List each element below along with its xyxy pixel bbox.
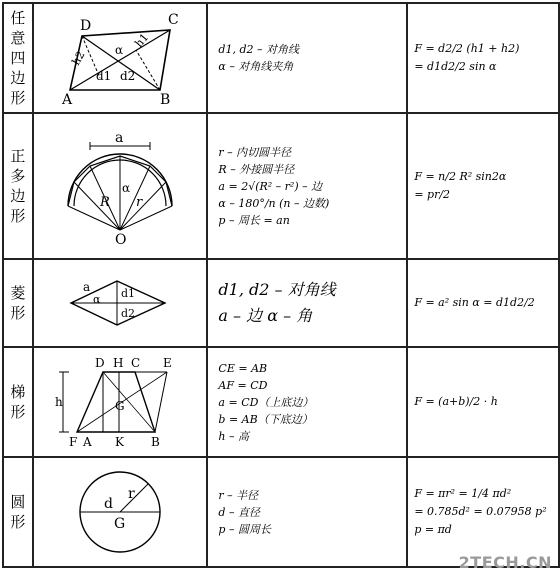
label-F: F [69,435,78,449]
formula-line: p = πd [414,523,452,536]
label-A: A [62,92,73,108]
figure-cell [33,3,208,113]
shape-name-cell [3,347,33,457]
desc-line: a – 边 α – 角 [218,306,313,325]
formula-line: F = d2/2 (h1 + h2) [414,42,520,55]
label-alpha: α [122,181,131,195]
label-B: B [160,92,171,108]
label-h: h [55,395,63,409]
formula-line: F = (a+b)/2 · h [414,395,498,408]
formula-line: = 0.785d² = 0.07958 p² [414,505,547,518]
description-cell [207,457,407,567]
label-A: A [83,435,92,449]
desc-line: α – 180°/n (n – 边数) [218,196,330,210]
figure-cell [33,113,208,259]
label-alpha: α [115,43,124,57]
label-d: d [104,496,114,512]
desc-line: R – 外接圆半径 [218,162,295,176]
label-E: E [163,356,172,370]
shape-name: 圆形 [10,493,26,531]
label-alpha: α [93,293,101,306]
formula-line: F = n/2 R² sin2α [414,170,507,183]
formula-cell [407,113,559,259]
label-D: D [80,18,92,34]
desc-line: α – 对角线夹角 [218,60,294,73]
desc-line: d1, d2 – 对角线 [218,280,336,299]
description-cell [207,259,407,347]
label-K: K [115,435,125,449]
label-G: G [114,516,126,532]
label-D: D [95,356,105,370]
desc-line: b = AB（下底边） [218,412,313,426]
table-row [3,347,559,457]
label-C: C [131,356,141,370]
formula-line: F = a² sin α = d1d2/2 [414,296,535,309]
desc-line: AF = CD [218,378,268,392]
desc-line: a = CD（上底边） [218,395,314,409]
desc-line: p – 周长 = an [218,213,290,227]
desc-line: a = 2√(R² – r²) – 边 [218,179,323,193]
description-cell [207,3,407,113]
formula-cell [407,3,559,113]
trapezoid-diagram [55,354,185,450]
label-a: a [83,280,91,294]
desc-line: d – 直径 [218,505,260,519]
figure-cell [33,259,208,347]
label-r: r [136,195,143,210]
desc-line: d1, d2 – 对角线 [218,43,299,56]
circle-diagram [70,464,170,560]
shape-name: 任意四边形 [10,9,26,107]
shape-name: 正多边形 [10,147,26,225]
formula-line: = pr/2 [414,188,451,201]
formula-line: = d1d2/2 sin α [414,60,497,73]
formula-line: F = πr² = 1/4 πd² [414,487,512,500]
label-r: r [128,486,135,502]
label-d1: d1 [96,69,112,83]
table-row [3,113,559,259]
label-h1: h1 [132,30,152,50]
formula-cell [407,457,559,567]
shape-name-cell [3,259,33,347]
label-d2: d2 [121,307,136,320]
formula-table [2,2,560,568]
shape-name-cell [3,3,33,113]
label-C: C [168,12,179,28]
table-row [3,259,559,347]
desc-line: h – 高 [218,429,249,443]
watermark: 2TECH.CN [458,553,552,572]
figure-cell [33,347,208,457]
label-d1: d1 [121,287,136,300]
regular-polygon-diagram [60,126,180,246]
label-G: G [115,399,125,413]
rhombus-diagram [65,273,175,333]
shape-name: 菱形 [10,284,26,322]
figure-cell [33,457,208,567]
shape-name-cell [3,457,33,567]
description-cell [207,113,407,259]
label-O: O [115,232,127,246]
label-R: R [100,195,110,210]
description-cell [207,347,407,457]
label-h2: h2 [69,48,88,68]
shape-name-cell [3,113,33,259]
shape-name: 梯形 [10,383,26,421]
formula-cell [407,259,559,347]
quadrilateral-diagram [60,8,180,108]
desc-line: r – 半径 [218,488,259,502]
desc-line: p – 圆周长 [218,522,271,536]
label-a: a [115,130,124,146]
label-d2: d2 [120,69,136,83]
table-row [3,3,559,113]
desc-line: r – 内切圆半径 [218,145,292,159]
formula-cell [407,347,559,457]
label-H: H [113,356,124,370]
desc-line: CE = AB [218,361,268,375]
table-row [3,457,559,567]
label-B: B [151,435,160,449]
